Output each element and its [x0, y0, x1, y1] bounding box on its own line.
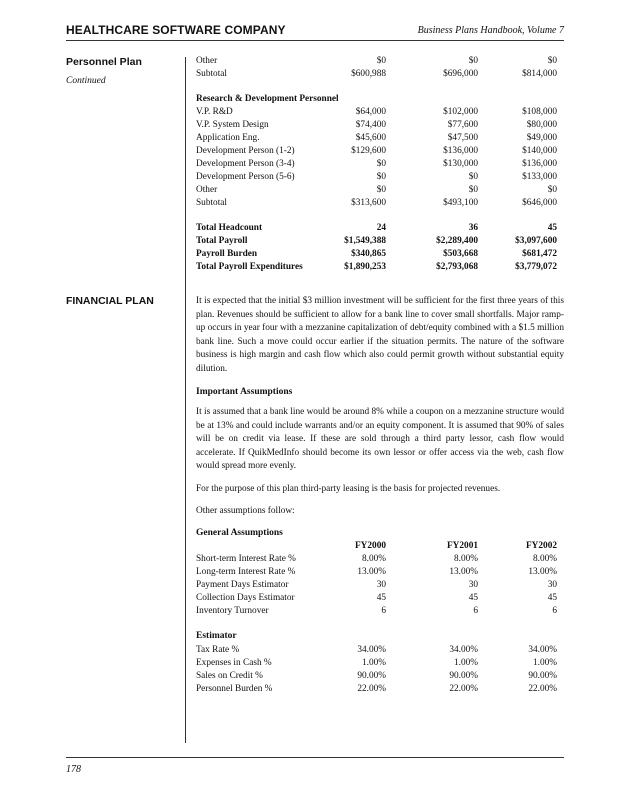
table-row: Payment Days Estimator 30 30 30	[196, 580, 557, 590]
table-row: Short-term Interest Rate % 8.00% 8.00% 8.00%	[196, 554, 557, 564]
table-row: Subtotal $313,600 $493,100 $646,000	[196, 198, 557, 208]
totals-row: Total Payroll $1,549,388 $2,289,400 $3,097,600	[196, 236, 557, 246]
fy-header: FY2002	[526, 541, 557, 551]
general-assumptions-heading: General Assumptions	[196, 528, 283, 538]
table-row: Other $0 $0 $0	[196, 56, 557, 66]
header-rule	[66, 40, 564, 41]
fy-header-row	[196, 540, 564, 553]
footer-rule	[66, 757, 564, 758]
personnel-plan-label: Personnel Plan	[66, 56, 142, 68]
financial-plan-label: FINANCIAL PLAN	[66, 295, 154, 307]
continued-label: Continued	[66, 76, 106, 86]
table-row: Development Person (1-2) $129,600 $136,000 $140,000	[196, 146, 557, 156]
table-row: Inventory Turnover 6 6 6	[196, 606, 557, 616]
assumptions-heading: Important Assumptions	[196, 387, 293, 397]
table-row: Sales on Credit % 90.00% 90.00% 90.00%	[196, 671, 557, 681]
running-header-subtitle: Business Plans Handbook, Volume 7	[417, 25, 564, 36]
page-number: 178	[66, 764, 81, 775]
running-header-title: HEALTHCARE SOFTWARE COMPANY	[66, 23, 286, 37]
table-row: Collection Days Estimator 45 45 45	[196, 593, 557, 603]
table-row: Expenses in Cash % 1.00% 1.00% 1.00%	[196, 658, 557, 668]
table-row: Subtotal $600,988 $696,000 $814,000	[196, 69, 557, 79]
column-divider	[185, 57, 186, 743]
table-row: Personnel Burden % 22.00% 22.00% 22.00%	[196, 684, 557, 694]
table-row: V.P. System Design $74,400 $77,600 $80,000	[196, 120, 557, 130]
other-assumptions-line: Other assumptions follow:	[196, 506, 295, 516]
assumptions-paragraph: It is assumed that a bank line would be around 8% while a coupon on a mezzanine structure would be at 13% and could include warrants and/or an equity component. It is assumed that 90% of sales will be on credit via lease. If these are sold through a third party lessor, cash flow would accelerate. If QuikMedInfo should become its own lessor or offer access via the web, cash flow would spread more evenly.	[196, 407, 564, 471]
table-row: Development Person (3-4) $0 $130,000 $136,000	[196, 159, 557, 169]
table-row: Application Eng. $45,600 $47,500 $49,000	[196, 133, 557, 143]
fy-header: FY2000	[355, 541, 386, 551]
intro-paragraph: It is expected that the initial $3 million investment will be sufficient for the first three years of this plan. Revenues should be sufficient to allow for a bank line to cover small shortfalls. Major ramp-up occurs in year four with a mezzanine capitalization of debt/equity combined with a $1.5 million bank line. Such a move could occur earlier if the situation permits. The nature of the software business is high margin and cash flow which also could permit growth without substantial equity dilution.	[196, 296, 564, 374]
fy-header: FY2001	[447, 541, 478, 551]
table-row: Development Person (5-6) $0 $0 $133,000	[196, 172, 557, 182]
totals-row: Total Payroll Expenditures $1,890,253 $2,793,068 $3,779,072	[196, 262, 557, 272]
totals-row: Total Headcount 24 36 45	[196, 223, 557, 233]
totals-row: Payroll Burden $340,865 $503,668 $681,472	[196, 249, 557, 259]
table-row: Other $0 $0 $0	[196, 185, 557, 195]
table-row: Tax Rate % 34.00% 34.00% 34.00%	[196, 645, 557, 655]
estimator-heading: Estimator	[196, 631, 237, 641]
rd-heading: Research & Development Personnel	[196, 94, 339, 104]
table-row: V.P. R&D $64,000 $102,000 $108,000	[196, 107, 557, 117]
leasing-paragraph: For the purpose of this plan third-party leasing is the basis for projected revenues.	[196, 484, 501, 494]
table-row: Long-term Interest Rate % 13.00% 13.00% 13.00%	[196, 567, 557, 577]
